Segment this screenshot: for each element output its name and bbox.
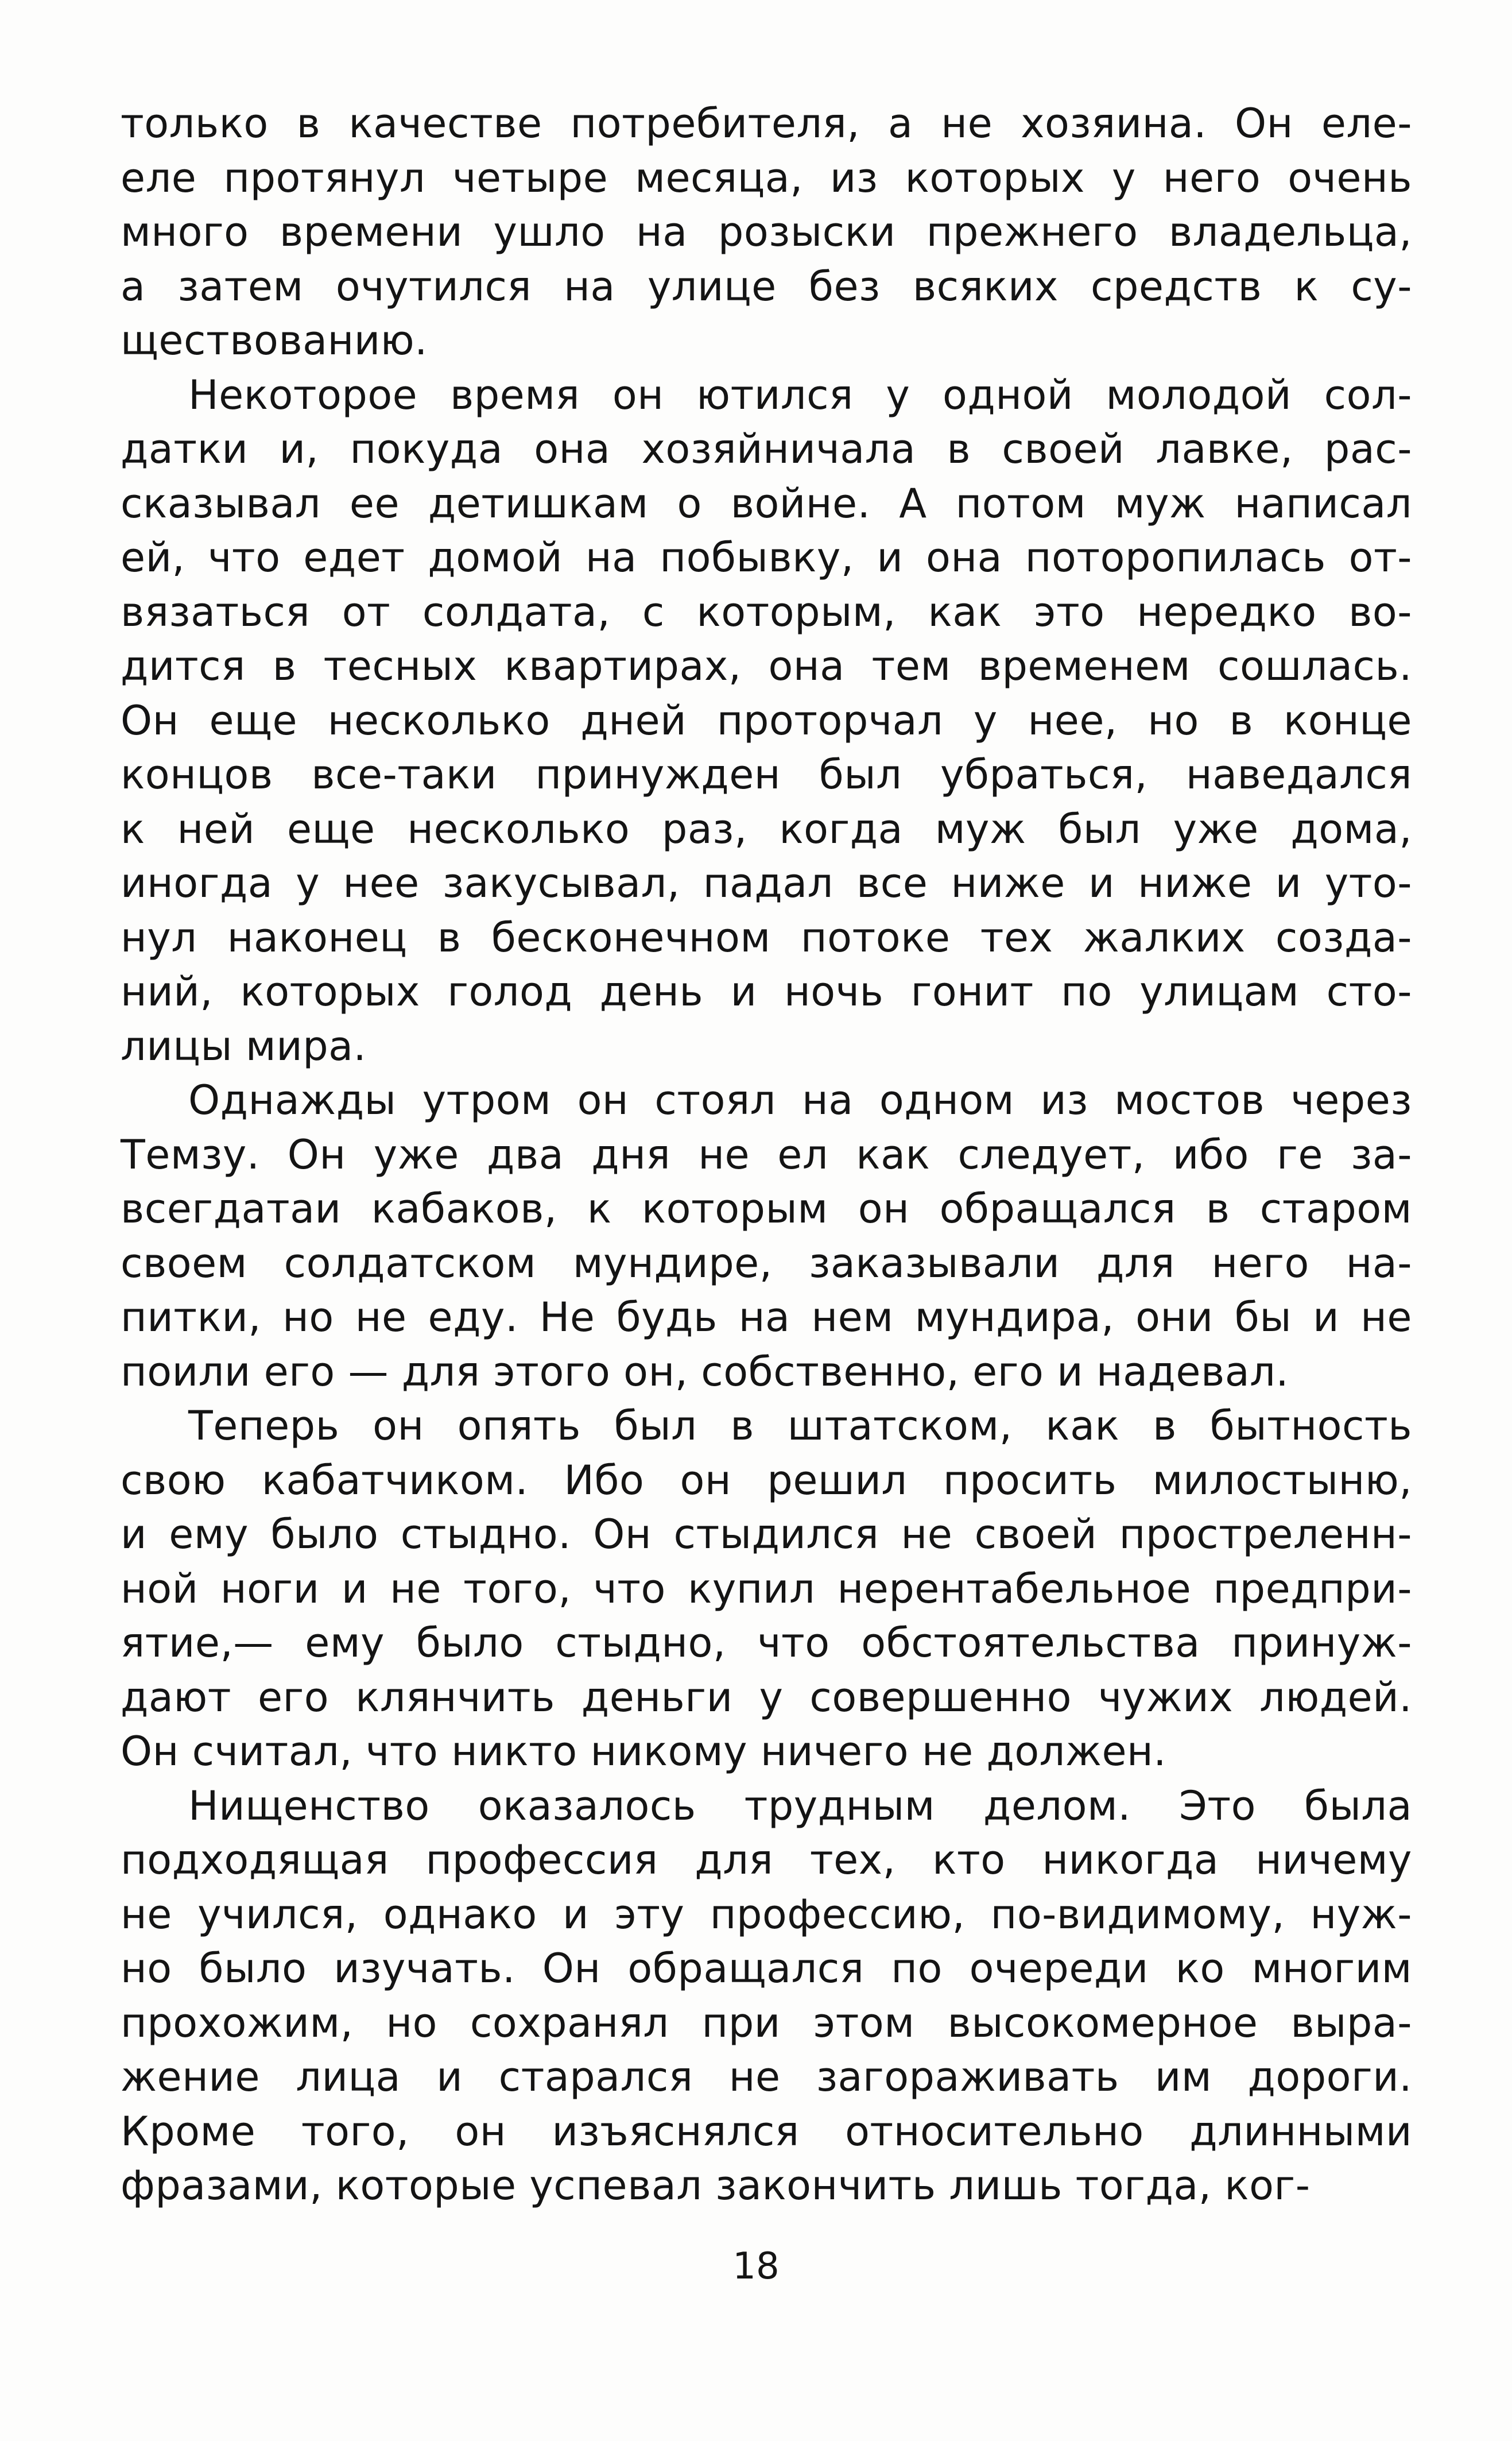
text-line: Он считал, что никто никому ничего не должен. (121, 1728, 1167, 1775)
text-line: а затем очутился на улице без всяких средств к су- (121, 262, 1412, 310)
text-line: датки и, покуда она хозяйничала в своей лавке, рас- (121, 425, 1412, 473)
text-line: концов все-таки принужден был убраться, наведался (121, 751, 1412, 798)
text-line: вязаться от солдата, с которым, как это нередко во- (121, 588, 1412, 636)
text-line: лицы мира. (121, 1022, 367, 1070)
paragraph (121, 1399, 1412, 1779)
text-line: ятие,— ему было стыдно, что обстоятельства принуж- (121, 1619, 1412, 1666)
text-line: нул наконец в бесконечном потоке тех жалких созда- (121, 914, 1412, 961)
text-line: Некоторое время он ютился у одной молодой сол- (188, 371, 1412, 419)
body-text (121, 96, 1412, 2213)
text-line: Он еще несколько дней проторчал у нее, но в конце (121, 697, 1412, 744)
text-line: свою кабатчиком. Ибо он решил просить милостыню, (121, 1456, 1412, 1504)
text-line: только в качестве потребителя, а не хозяина. Он еле- (121, 100, 1412, 147)
text-line: своем солдатском мундире, заказывали для него на- (121, 1239, 1412, 1287)
text-line: питки, но не еду. Не будь на нем мундира, они бы и не (121, 1294, 1412, 1341)
text-line: Кроме того, он изъяснялся относительно длинными (121, 2107, 1412, 2155)
text-line: подходящая профессия для тех, кто никогда ничему (121, 1836, 1412, 1883)
text-line: ей, что едет домой на побывку, и она поторопилась от- (121, 534, 1412, 581)
text-line: много времени ушло на розыски прежнего владельца, (121, 208, 1412, 256)
text-line: всегдатаи кабаков, к которым он обращался в старом (121, 1185, 1412, 1232)
text-line: и ему было стыдно. Он стыдился не своей простреленн- (121, 1511, 1412, 1558)
text-line: сказывал ее детишкам о войне. А потом муж написал (121, 479, 1412, 527)
page-number: 18 (732, 2245, 780, 2288)
text-line: иногда у нее закусывал, падал все ниже и ниже и уто- (121, 860, 1412, 907)
text-line: еле протянул четыре месяца, из которых у него очень (121, 154, 1412, 202)
paragraph (121, 1073, 1412, 1399)
text-line: ний, которых голод день и ночь гонит по улицам сто- (121, 968, 1412, 1015)
text-line: к ней еще несколько раз, когда муж был уже дома, (121, 805, 1412, 853)
paragraph (121, 368, 1412, 1074)
text-line: Теперь он опять был в штатском, как в бытность (188, 1402, 1412, 1449)
paragraph (121, 96, 1412, 368)
text-line: ществованию. (121, 317, 428, 364)
text-line: фразами, которые успевал закончить лишь тогда, ког- (121, 2162, 1311, 2209)
text-line: дится в тесных квартирах, она тем временем сошлась. (121, 643, 1412, 690)
text-line: но было изучать. Он обращался по очереди ко многим (121, 1945, 1412, 1992)
text-line: Темзу. Он уже два дня не ел как следует, ибо ге за- (121, 1131, 1412, 1178)
text-line: прохожим, но сохранял при этом высокомерное выра- (121, 1999, 1412, 2047)
text-line: дают его клянчить деньги у совершенно чужих людей. (121, 1673, 1412, 1721)
paragraph (121, 1779, 1412, 2213)
text-line: жение лица и старался не загораживать им дороги. (121, 2053, 1412, 2100)
text-line: не учился, однако и эту профессию, по-видимому, нуж- (121, 1890, 1412, 1938)
text-line: ной ноги и не того, что купил нерентабельное предпри- (121, 1565, 1412, 1612)
text-line: Нищенство оказалось трудным делом. Это была (188, 1782, 1412, 1829)
text-line: поили его — для этого он, собственно, его и надевал. (121, 1348, 1289, 1395)
text-line: Однажды утром он стоял на одном из мостов через (188, 1077, 1412, 1124)
